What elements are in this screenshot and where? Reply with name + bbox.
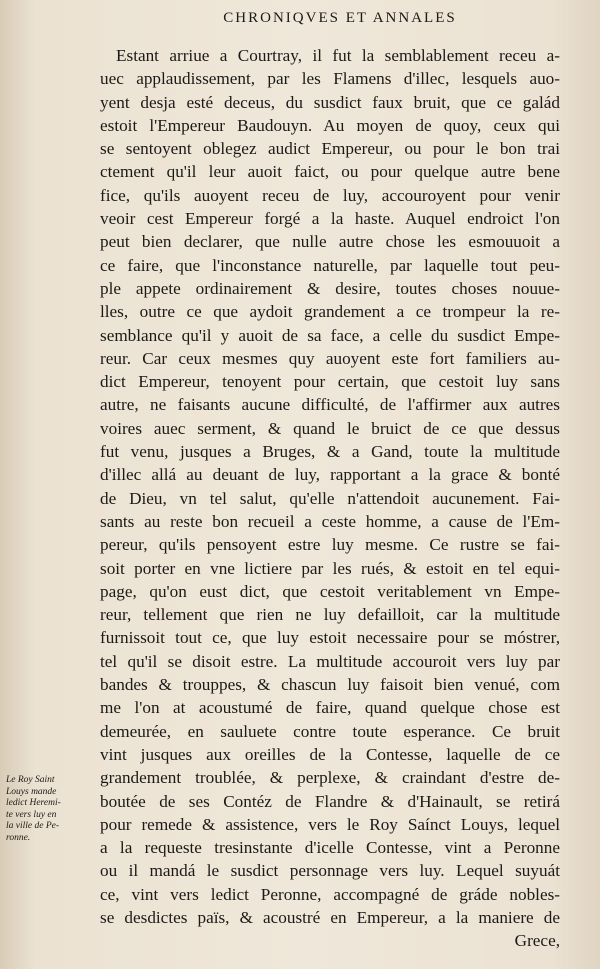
text-line: autre, ne faisants aucune difficulté, de l'affirmer aux autres (100, 395, 560, 415)
text-line: ce, vint vers ledict Peronne, accompagné de gráde nobles- (100, 884, 560, 904)
running-header: CHRONIQVES ET ANNALES (223, 10, 457, 26)
body-text (100, 44, 560, 953)
text-line: page, qu'on eust dict, que cestoit veritablement vn Empe- (100, 581, 560, 601)
marginal-note (6, 775, 86, 844)
text-line: furnissoit tout ce, que luy estoit necessaire pour se móstrer, (100, 628, 560, 648)
text-line: soit porter en vne lictiere par les rués, & estoit en tel equi- (100, 558, 560, 578)
text-line: d'illec allá au deuant de luy, rapportant a la grace & bonté (100, 465, 560, 485)
text-line: dict Empereur, tenoyent pour certain, que cestoit luy sans (100, 372, 560, 392)
text-line: voires auec serment, & quand le bruict de ce que dessus (100, 418, 560, 438)
text-line: fut venu, jusques a Bruges, & a Gand, toute la multitude (100, 442, 560, 462)
text-line: semblance qu'il y auoit de sa face, a celle du susdict Empe- (100, 325, 560, 345)
text-line: ou il mandá le susdict personnage vers luy. Lequel suyuát (100, 861, 560, 881)
text-line: Estant arriue a Courtray, il fut la semblablement receu a- (116, 46, 560, 65)
text-line: de Dieu, vn tel salut, qu'elle n'attendoit aucunement. Fai- (100, 488, 560, 508)
text-line: demeurée, en sauluete contre toute esperance. Ce bruit (100, 721, 560, 741)
text-line: ple appete ordinairement & desire, toutes choses nouue- (100, 278, 560, 298)
text-line: a la requeste tresinstante d'icelle Contesse, vint a Peronne (100, 838, 560, 858)
text-line: reur, tellement que rien ne luy defailloit, car la multitude (100, 605, 560, 625)
text-line: pour remede & assistence, vers le Roy Saínct Louys, lequel (100, 814, 560, 834)
text-line: Grece, (514, 931, 560, 951)
marginal-note-line: la ville de Pe- (6, 821, 60, 831)
text-line: peut bien declarer, que nulle autre chose les esmouuoit a (100, 232, 560, 252)
text-line: sants au reste bon recueil a ceste homme, a cause de l'Em- (100, 511, 560, 531)
text-line: grandement troublée, & perplexe, & craindant d'estre de- (100, 768, 560, 788)
marginal-note-line: ronne. (6, 832, 31, 843)
text-line: uec applaudissement, par les Flamens d'illec, lesquels auo- (100, 69, 560, 89)
text-line: se desdictes païs, & acoustré en Empereur, a la maniere de (100, 907, 560, 927)
marginal-note-line: te vers luy en (6, 809, 57, 820)
text-line: ctement qu'il leur auoit faict, ou pour quelque autre bene (100, 162, 560, 182)
text-line: se sentoyent oblegez audict Empereur, ou pour le bon trai (100, 139, 560, 159)
marginal-note-line: Le Roy Saint (6, 775, 55, 785)
marginal-note-line: ledict Heremi- (6, 798, 61, 808)
text-line: boutée de ses Contéz de Flandre & d'Hainault, se retirá (100, 791, 560, 811)
marginal-note-line: Louys mande (6, 786, 57, 797)
text-line: bandes & trouppes, & chascun luy faisoit bien venué, com (100, 675, 560, 695)
text-line: fice, qu'ils auoyent receu de luy, accouroyent pour venir (100, 185, 560, 205)
text-line: lles, outre ce que aydoit grandement a ce trompeur la re- (100, 302, 560, 322)
text-line: me l'on at acoustumé de faire, quand quelque chose est (100, 698, 560, 718)
text-line: reur. Car ceux mesmes quy auoyent este fort familiers au- (100, 348, 560, 368)
text-line: vint jusques aux oreilles de la Contesse, laquelle de ce (100, 744, 560, 764)
text-line: estoit l'Empereur Baudouyn. Au moyen de quoy, ceux qui (100, 115, 560, 135)
text-line: yent desja esté deceus, du susdict faux bruit, que ce galád (100, 92, 560, 112)
text-line: ce faire, que l'inconstance naturelle, par laquelle tout peu- (100, 255, 560, 275)
text-line: tel qu'il se disoit estre. La multitude accouroit vers luy par (100, 651, 560, 671)
text-line: veoir cest Empereur forgé a la haste. Auquel endroict l'on (100, 209, 560, 229)
text-line: pereur, qu'ils pensoyent estre luy mesme. Ce rustre se fai- (100, 535, 560, 555)
